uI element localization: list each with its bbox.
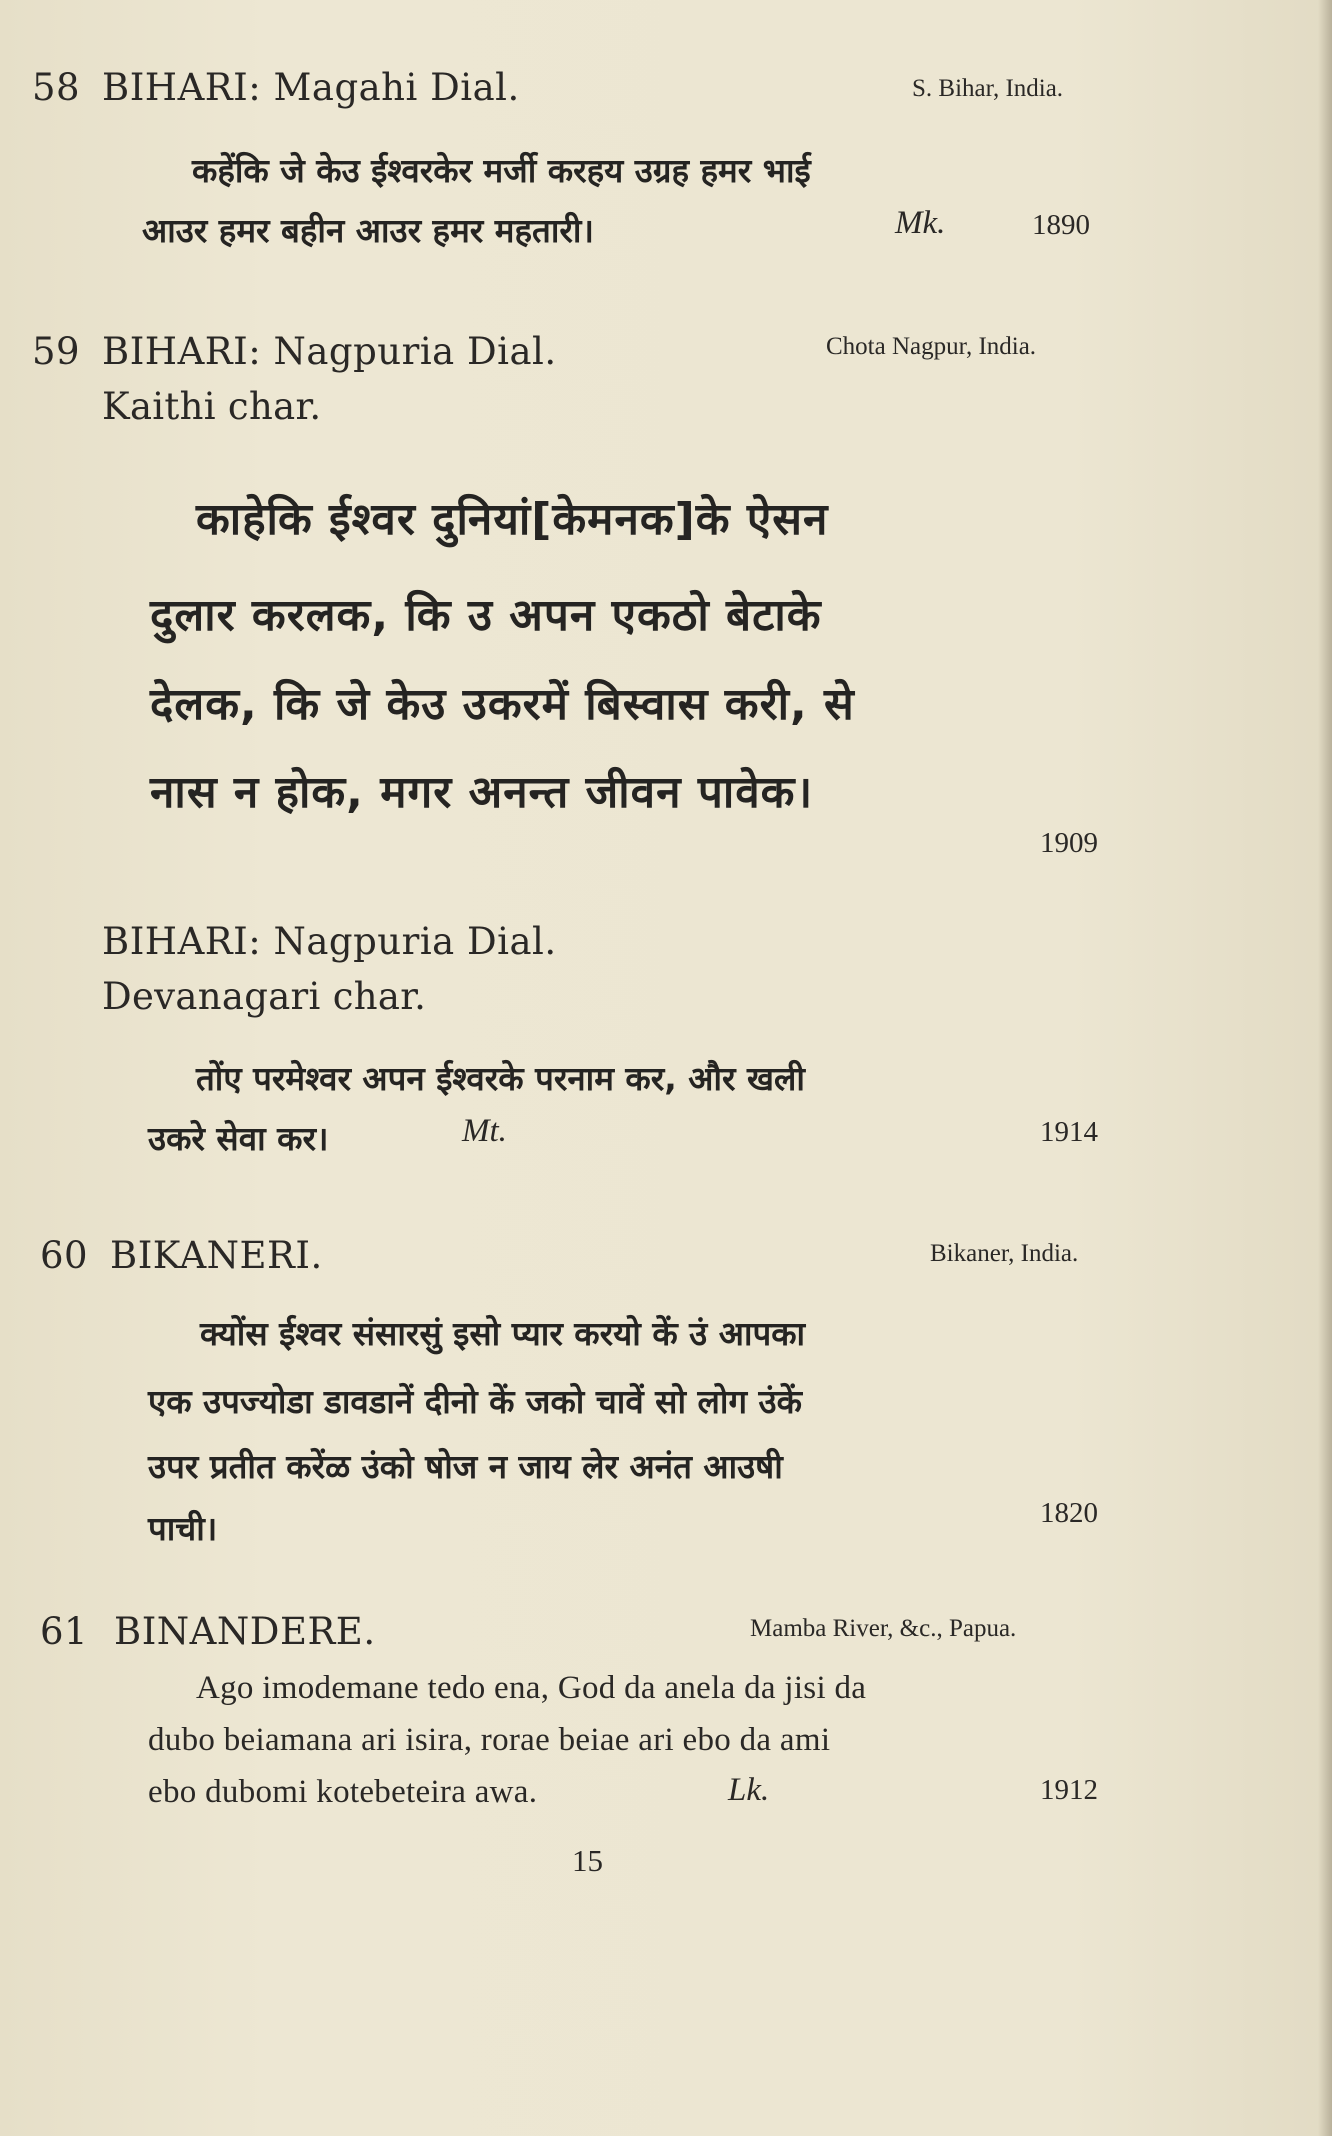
verse-line: कहेंकि जे केउ ईश्वरकेर मर्जी करहय उग्रह हमर भाई xyxy=(192,151,811,190)
page-number: 15 xyxy=(572,1843,603,1878)
verse-line: उकरे सेवा कर। xyxy=(148,1119,329,1158)
entry-region: Chota Nagpur, India. xyxy=(826,333,1037,360)
verse-line: एक उपज्योडा डावडानें दीनो कें जको चावें सो लोग उंकें xyxy=(148,1382,802,1421)
entry-name: BINANDERE. xyxy=(114,1610,376,1653)
entry-name: BIHARI: Nagpuria Dial. xyxy=(102,330,557,373)
entry-subname: Devanagari char. xyxy=(102,975,427,1018)
entry-region: Bikaner, India. xyxy=(930,1240,1079,1267)
entry-year: 1912 xyxy=(1040,1774,1098,1806)
verse-line: देलक, कि जे केउ उकरमें बिस्वास करी, से xyxy=(150,679,855,730)
entry-number: 59 xyxy=(32,330,81,373)
entry-year: 1914 xyxy=(1040,1116,1098,1148)
entry-year: 1909 xyxy=(1040,827,1098,859)
entry-year: 1820 xyxy=(1040,1497,1098,1529)
verse-line: आउर हमर बहीन आउर हमर महतारी। xyxy=(142,211,594,250)
entry-number: 58 xyxy=(32,66,81,109)
entry-year: 1890 xyxy=(1032,209,1090,241)
page-edge-shadow xyxy=(1318,0,1332,2136)
verse-line: dubo beiamana ari isira, rorae beiae ari ebo da ami xyxy=(148,1722,831,1758)
entry-subname: Kaithi char. xyxy=(102,385,322,428)
entry-region: S. Bihar, India. xyxy=(912,75,1064,102)
book-reference: Lk. xyxy=(728,1772,770,1808)
book-reference: Mt. xyxy=(462,1113,507,1149)
entry-region: Mamba River, &c., Papua. xyxy=(750,1615,1017,1642)
verse-line: तोंए परमेश्वर अपन ईश्वरके परनाम कर, और खली xyxy=(196,1059,805,1098)
verse-line: पाची। xyxy=(148,1509,218,1548)
entry-name: BIHARI: Magahi Dial. xyxy=(102,66,520,109)
verse-line: Ago imodemane tedo ena, God da anela da jisi da xyxy=(196,1670,867,1706)
entry-number: 60 xyxy=(40,1234,89,1277)
verse-line: काहेकि ईश्वर दुनियां[केमनक]के ऐसन xyxy=(196,494,829,545)
verse-line: क्योंस ईश्वर संसारसुं इसो प्यार करयो कें उं आपका xyxy=(200,1314,806,1353)
verse-line: दुलार करलक, कि उ अपन एकठो बेटाके xyxy=(150,590,822,641)
book-reference: Mk. xyxy=(895,205,946,241)
entry-name: BIKANERI. xyxy=(110,1234,323,1277)
verse-line: ebo dubomi kotebeteira awa. xyxy=(148,1774,538,1810)
verse-line: उपर प्रतीत करेंळ उंको षोज न जाय लेर अनंत आउषी xyxy=(148,1447,783,1486)
verse-line: नास न होक, मगर अनन्त जीवन पावेक। xyxy=(150,767,814,818)
entry-name: BIHARI: Nagpuria Dial. xyxy=(102,920,557,963)
entry-number: 61 xyxy=(40,1610,89,1653)
